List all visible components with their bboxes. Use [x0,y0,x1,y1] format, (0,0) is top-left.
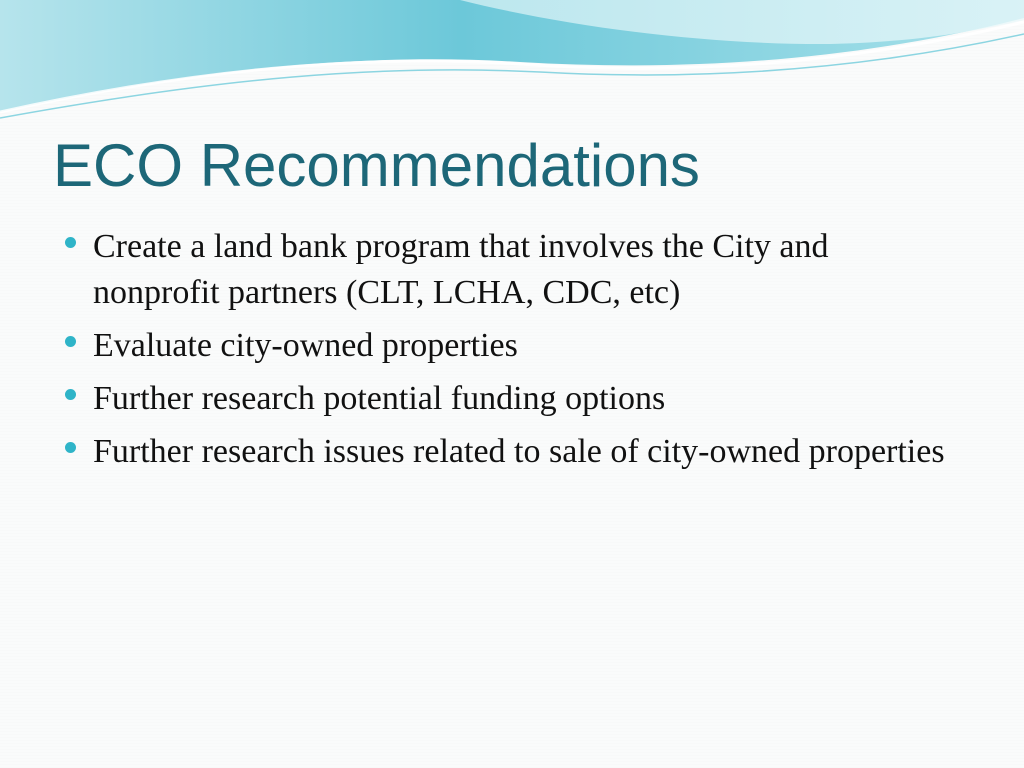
bullet-item-funding-options [62,376,962,422]
bullet-dot-icon [65,336,76,347]
header-wave-decoration [0,0,1024,130]
bullet-text: Evaluate city-owned properties [93,327,518,364]
bullet-list [62,224,962,482]
slide-title: ECO Recommendations [53,132,700,199]
bullet-text: Further research potential funding options [93,380,666,417]
bullet-item-land-bank [62,224,962,316]
bullet-text: Create a land bank program that involves the City and nonprofit partners (CLT, LCHA, CDC, etc) [93,228,829,311]
bullet-item-sale-issues [62,429,962,475]
bullet-item-evaluate-properties [62,323,962,369]
bullet-dot-icon [65,389,76,400]
bullet-text: Further research issues related to sale of city-owned properties [93,433,945,470]
bullet-dot-icon [65,442,76,453]
bullet-dot-icon [65,237,76,248]
